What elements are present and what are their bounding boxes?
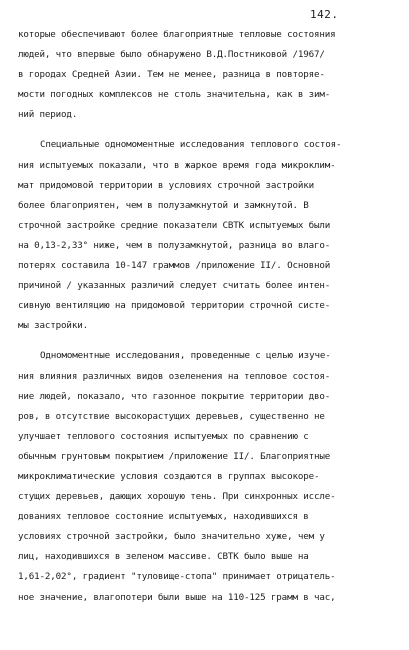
text-line: причиной / указанных различий следует считать более интен- (18, 280, 331, 292)
text-line: сивную вентиляцию на придомовой территории строчной систе- (18, 300, 331, 312)
text-line: стущих деревьев, дающих хорошую тень. При синхронных иссле- (18, 491, 336, 503)
text-line: Одномоментные исследования, проведенные с целью изуче- (40, 350, 331, 362)
paragraph-3 (18, 346, 400, 607)
text-line: в городах Средней Азии. Тем не менее, разница в повторяе- (18, 69, 325, 81)
text-line: микроклиматические условия создаются в группах высокоре- (18, 470, 320, 482)
text-line: дованиях тепловое состояние испытуемых, находившихся в (18, 511, 309, 523)
text-line: потерях составила 10-147 граммов /приложение II/. Основной (18, 260, 331, 272)
body-text (18, 25, 400, 608)
text-line: ное значение, влагопотери были выше на 110-125 грамм в час, (18, 591, 336, 603)
text-line: лиц, находившихся в зеленом массиве. СВТК было выше на (18, 551, 309, 563)
text-line: 1,61-2,02°, градиент "туловище-стопа" принимает отрицатель- (18, 571, 336, 583)
text-line: строчной застройке средние показатели СВТК испытуемых были (18, 219, 331, 231)
text-line: обычным грунтовым покрытием /приложение II/. Благоприятные (18, 450, 331, 462)
text-line: на 0,13-2,33° ниже, чем в полузамкнутой, разница во влаго- (18, 239, 331, 251)
text-line: людей, что впервые было обнаружено В.Д.Постниковой /1967/ (18, 49, 325, 61)
paragraph-2 (18, 135, 400, 336)
text-line: ния влияния различных видов озеленения на тепловое состоя- (18, 370, 331, 382)
text-line: ний период. (18, 109, 78, 121)
page-number: 142. (310, 8, 339, 21)
text-line: ров, в отсутствие высокорастущих деревьев, существенно не (18, 410, 325, 422)
text-line: Специальные одномоментные исследования теплового состоя- (40, 139, 342, 151)
text-line: мы застройки. (18, 320, 88, 332)
text-line: улучшает теплового состояния испытуемых по сравнению с (18, 430, 309, 442)
text-line: ние людей, показало, что газонное покрытие территории дво- (18, 390, 331, 402)
text-line: ния испытуемых показали, что в жаркое время года микроклим- (18, 159, 336, 171)
text-line: мости погодных комплексов не столь значительна, как в зим- (18, 89, 331, 101)
text-line: условиях строчной застройки, было значительно хуже, чем у (18, 531, 325, 543)
text-line: которые обеспечивают более благоприятные тепловые состояния (18, 29, 336, 40)
paragraph-1 (18, 25, 400, 125)
text-line: мат придомовой территории в условиях строчной застройки (18, 179, 314, 191)
text-line: более благоприятен, чем в полузамкнутой и замкнутой. В (18, 199, 309, 211)
